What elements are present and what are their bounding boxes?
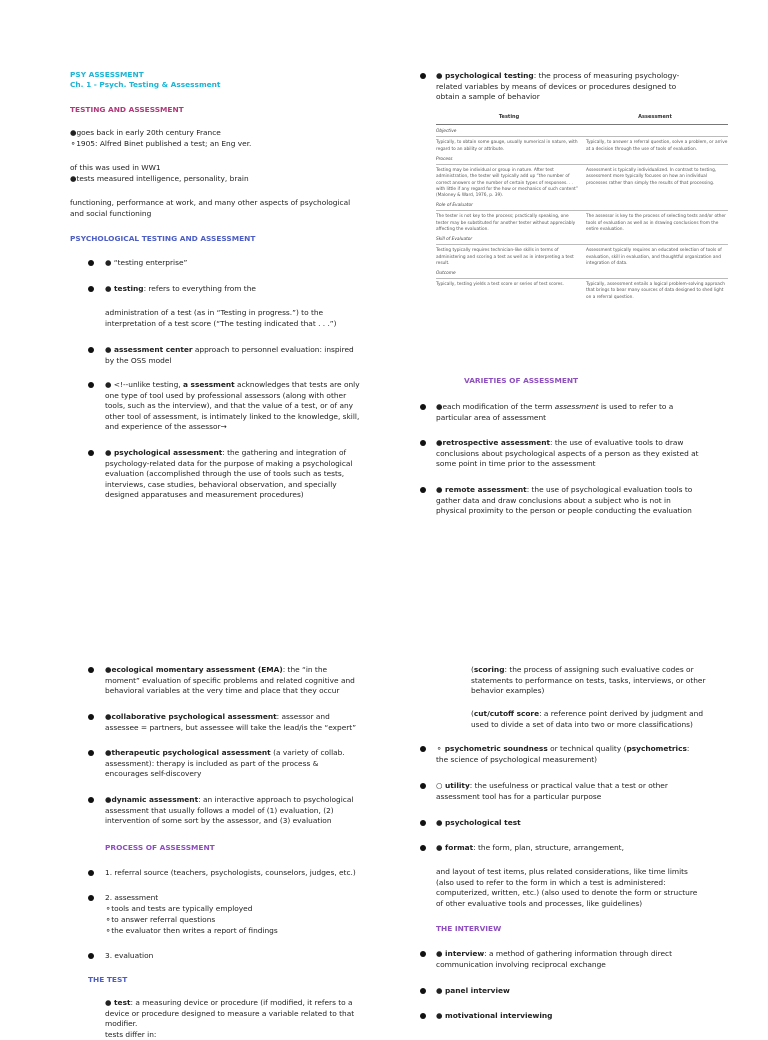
testing-def-text: : refers to everything from the — [143, 284, 256, 293]
table-cell-testing: Testing typically requires technician-like skills in terms of administering and scoring a test as well as in interpreting a test result. — [436, 248, 574, 266]
bullet-dot — [420, 440, 426, 446]
bullet-dot — [420, 404, 426, 410]
remote-text: : the use of psychological evaluation tools to gather data and draw conclusions about a subject who is not in physical proximity to the person or people conducting the evaluation — [436, 485, 693, 516]
varieties-1-text: is used to refer to a particular area of assessment — [436, 402, 674, 422]
testing-vs-assessment-table — [436, 114, 728, 301]
bullet-dot — [420, 73, 426, 79]
table-cell-assessment: Assessment typically requires an educated selection of tools of evaluation, skill in evaluation, and thoughtful organization and integration of data. — [586, 248, 722, 266]
document-page-2 — [0, 640, 768, 1039]
ema-definition — [105, 665, 363, 697]
bullet-dot — [88, 895, 94, 901]
term-interview: ● interview — [436, 949, 485, 958]
table-row — [436, 140, 728, 152]
table-header — [436, 114, 728, 125]
table-row — [436, 248, 728, 267]
heading-process: PROCESS OF ASSESSMENT — [105, 843, 215, 852]
bullet-dot — [88, 797, 94, 803]
test-cut-line: tests differ in: — [105, 1029, 157, 1039]
bullet-dot — [88, 286, 94, 292]
term-cutoff: cut/cutoff score — [473, 709, 540, 718]
history-line-5: functioning, performance at work, and many other aspects of psychological and social functioning — [70, 198, 351, 218]
interview-text: : a method of gathering information through direct communication involving reciprocal exchange — [436, 949, 672, 969]
table-section-label: Process — [436, 157, 728, 165]
retrospective-text: : the use of evaluative tools to draw conclusions about psychological aspects of a person as they existed at some point in time prior to the assessment — [436, 438, 699, 469]
testing-definition — [105, 284, 365, 295]
therapeutic-text: (a variety of collab. assessment): therapy is included as part of the process & encourages self-discovery — [105, 748, 345, 779]
term-psych-testing: ● psychological testing — [436, 71, 534, 80]
term-utility: ○ utility — [436, 781, 470, 790]
term-panel-interview: ● panel interview — [436, 986, 510, 995]
table-row — [436, 282, 728, 301]
bullet-dot — [88, 382, 94, 388]
process-step-2b: ⚬to answer referral questions — [105, 915, 216, 924]
test-text: : a measuring device or procedure (if modified, it refers to a device or procedure designed to measure a variable related to that modifier. — [105, 998, 355, 1029]
testing-enterprise: ● “testing enterprise” — [105, 258, 188, 267]
retrospective-assessment — [436, 438, 701, 470]
process-step-3: 3. evaluation — [105, 951, 154, 960]
table-cell-testing: Typically, to obtain some gauge, usually numerical in nature, with regard to an ability or attribute. — [436, 140, 578, 152]
bullet-dot — [88, 714, 94, 720]
psych-assessment-text: : the gathering and integration of psychology-related data for the purpose of making a psychological evaluation (accomplished through the use of tools such as tests, interviews, case studies, behavioral observation, and specially designed apparatuses and measurement procedures) — [105, 448, 353, 500]
unlike-testing-paragraph — [105, 380, 367, 433]
test-definition — [105, 998, 370, 1040]
table-row — [436, 214, 728, 233]
collab-text: : assessor and assessee = partners, but assessee will take the lead/is the “expert” — [105, 712, 357, 732]
table-cell-assessment: The assessor is key to the process of selecting tests and/or other tools of evaluation as well as in drawing conclusions from the entire evaluation. — [586, 214, 726, 232]
term-psych-test: ● psychological test — [436, 818, 521, 827]
term-therapeutic: ●therapeutic psychological assessment — [105, 748, 271, 757]
term-collab: ●collaborative psychological assessment — [105, 712, 277, 721]
therapeutic-assessment — [105, 748, 363, 780]
bullet-dot — [88, 667, 94, 673]
term-motivational-interviewing: ● motivational interviewing — [436, 1011, 553, 1020]
bullet-dot — [420, 845, 426, 851]
heading-the-test: THE TEST — [88, 975, 128, 984]
table-row — [436, 168, 728, 199]
varieties-item-1 — [436, 402, 691, 423]
process-step-2a: ⚬tools and tests are typically employed — [105, 904, 253, 913]
table-section-label: Role of Evaluator — [436, 203, 728, 211]
unlike-testing-prefix: ● <!--unlike testing, — [105, 380, 183, 389]
term-retrospective: ●retrospective assessment — [436, 438, 551, 447]
process-step-1: 1. referral source (teachers, psychologists, counselors, judges, etc.) — [105, 868, 356, 877]
panel-interview — [436, 986, 510, 997]
psych-assessment-definition — [105, 448, 367, 501]
bullet-dot — [420, 487, 426, 493]
bullet-dot — [88, 953, 94, 959]
table-cell-assessment: Typically, assessment entails a logical problem-solving approach that brings to bear many sources of data designed to shed light on a referral question. — [586, 282, 725, 300]
bullet-dot — [420, 783, 426, 789]
varieties-1-prefix: ●each modification of the term — [436, 402, 555, 411]
heading-interview: THE INTERVIEW — [436, 924, 502, 933]
term-remote: ● remote assessment — [436, 485, 527, 494]
history-line-4: ●tests measured intelligence, personality, brain — [70, 174, 249, 183]
psychometric-soundness — [436, 744, 701, 765]
bullet-dot — [420, 746, 426, 752]
table-cell-assessment: Typically, to answer a referral question, solve a problem, or arrive at a decision through the use of tools of evaluation. — [586, 140, 728, 152]
bullet-dot — [420, 988, 426, 994]
unlike-testing-text: acknowledges that tests are only one type of tool used by professional assessors (along with other tools, such as the interview), and that the value of a test, or of any other tool of assessment, is intimately linked to the knowledge, skill, and experience of the assessor→ — [105, 380, 360, 432]
table-cell-testing: Typically, testing yields a test score or series of test scores. — [436, 282, 564, 288]
bullet-dot — [88, 870, 94, 876]
heading-psych-testing: PSYCHOLOGICAL TESTING AND ASSESSMENT — [70, 234, 256, 243]
bullet-dot — [88, 450, 94, 456]
format-definition — [436, 843, 624, 854]
assessment-center — [105, 345, 360, 366]
scoring-definition: (scoring: the process of assigning such evaluative codes or statements to performance on tests, tasks, interviews, or other behavior examples) — [471, 665, 706, 696]
term-format: ● format — [436, 843, 474, 852]
dynamic-assessment — [105, 795, 363, 827]
bullet-dot — [420, 1013, 426, 1019]
table-cell-testing: Testing may be individual or group in nature. After test administration, the tester will typically add up “the number of correct answers or the number of certain types of responses. . . with little if any regard for the how or mechanics of such content” (Maloney & Ward, 1976, p. 39). — [436, 168, 578, 198]
process-step-2c: ⚬the evaluator then writes a report of findings — [105, 926, 278, 935]
heading-testing-assessment: TESTING AND ASSESSMENT — [70, 105, 184, 114]
table-cell-assessment: Assessment is typically individualized. In contrast to testing, assessment more typically focuses on how an individual processes rather than simply the results of that processing. — [586, 168, 717, 186]
psychological-test — [436, 818, 521, 829]
term-scoring: scoring — [473, 665, 505, 674]
table-col-assessment: Assessment — [638, 114, 672, 120]
utility-text: : the usefulness or practical value that a test or other assessment tool has for a particular purpose — [436, 781, 668, 801]
table-section-label: Outcome — [436, 271, 728, 279]
remote-assessment — [436, 485, 701, 517]
history-line-2: ⚬1905: Alfred Binet published a test; an Eng ver. — [70, 139, 252, 148]
history-line-1: ●goes back in early 20th century France — [70, 128, 221, 137]
table-section-label: Skill of Evaluator — [436, 237, 728, 245]
utility-definition — [436, 781, 691, 802]
dynamic-text: : an interactive approach to psychological assessment that usually follows a model of (1) evaluation, (2) intervention of some sort by the assessor, and (3) evaluation — [105, 795, 354, 826]
motivational-interviewing — [436, 1011, 552, 1022]
testing-definition-cont: administration of a test (as in “Testing in progress.”) to the interpretation of a test score (“The testing indicated that . . .”) — [105, 308, 337, 328]
term-dynamic: ●dynamic assessment — [105, 795, 199, 804]
bullet-dot — [420, 951, 426, 957]
term-assessment: a ssessment — [183, 380, 235, 389]
cutoff-text: : a reference point derived by judgment and used to divide a set of data into two or more classifications) — [471, 709, 704, 729]
format-text: : the form, plan, structure, arrangement, — [473, 843, 624, 852]
psych-testing-text: : the process of measuring psychology-related variables by means of devices or procedures designed to obtain a sample of behavior — [436, 71, 680, 102]
term-psychometrics: psychometrics — [626, 744, 687, 753]
table-section-label: Objective — [436, 129, 728, 137]
term-psych-assessment: ● psychological assessment — [105, 448, 223, 457]
psych-testing-definition — [436, 71, 698, 103]
psychometrics-text: : the science of psychological measurement) — [436, 744, 690, 764]
process-step-2: 2. assessment — [105, 893, 159, 902]
heading-varieties: VARIETIES OF ASSESSMENT — [464, 376, 579, 385]
table-col-testing: Testing — [498, 114, 520, 120]
psychometric-mid: or technical quality ( — [547, 744, 627, 753]
chapter-title: Ch. 1 - Psych. Testing & Assessment — [70, 80, 221, 89]
bullet-dot — [88, 750, 94, 756]
history-line-3: of this was used in WW1 — [70, 163, 161, 172]
assessment-center-text: approach to personnel evaluation: inspired by the OSS model — [105, 345, 354, 365]
term-assessment-center: ● assessment center — [105, 345, 193, 354]
doc-title: PSY ASSESSMENT — [70, 70, 144, 79]
collab-assessment — [105, 712, 363, 733]
term-psychometric-soundness: ⚬ psychometric soundness — [436, 744, 548, 753]
bullet-dot — [420, 820, 426, 826]
table-cell-testing: The tester is not key to the process; practically speaking, one tester may be substituted for another tester without appreciably affecting the evaluation. — [436, 214, 576, 232]
bullet-dot — [88, 347, 94, 353]
cutoff-definition: (cut/cutoff score: a reference point derived by judgment and used to divide a set of data into two or more classifications) — [471, 709, 704, 729]
format-definition-cont: and layout of test items, plus related considerations, like time limits (also used to refer to the form in which a test is administered: computerized, written, etc.) (also used to denote the form or structure of other evaluative tools and processes, like guidelines) — [436, 867, 698, 908]
term-testing: ● testing — [105, 284, 144, 293]
varieties-1-term: assessment — [554, 402, 599, 411]
term-ema: ●ecological momentary assessment (EMA) — [105, 665, 283, 674]
bullet-dot — [88, 260, 94, 266]
term-test: ● test — [105, 998, 131, 1007]
ema-text: : the “in the moment” evaluation of specific problems and related cognitive and behavioral variables at the very time and place that they occur — [105, 665, 355, 696]
scoring-text: : the process of assigning such evaluative codes or statements to performance on tests, tasks, interviews, or other behavior examples) — [471, 665, 706, 696]
interview-definition — [436, 949, 701, 970]
